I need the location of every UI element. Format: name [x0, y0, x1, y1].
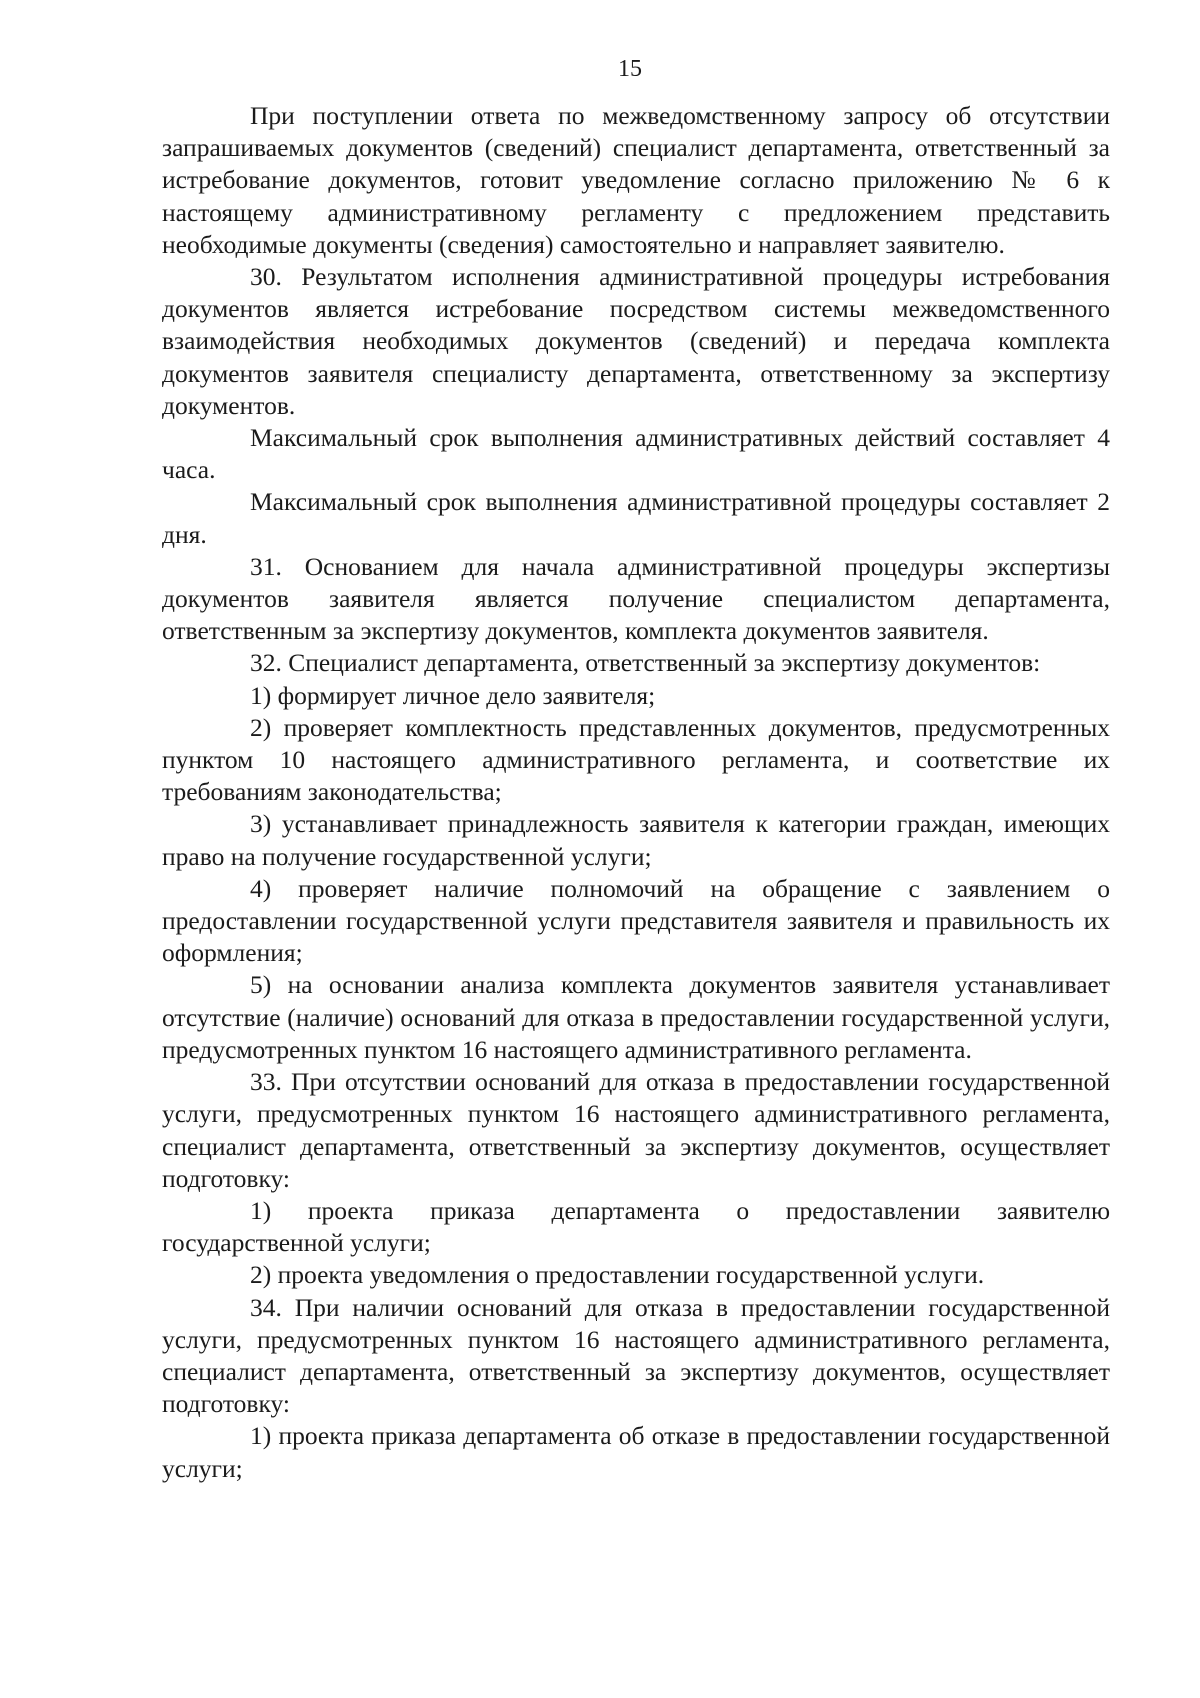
list-item-33-1: 1) проекта приказа департамента о предоставлении заявителю государственной услуги;: [162, 1195, 1110, 1258]
page-number: 15: [618, 56, 642, 82]
paragraph-33-no-grounds: 33. При отсутствии оснований для отказа в предоставлении государственной услуги, предусмотренных пунктом 16 настоящего административного регламента, специалист департамента, ответственный за экспертизу документов, осуществляет подготовку:: [162, 1067, 1110, 1193]
paragraph-32-specialist: 32. Специалист департамента, ответственный за экспертизу документов:: [250, 648, 1041, 678]
list-item-32-5: 5) на основании анализа комплекта документов заявителя устанавливает отсутствие (наличие) оснований для отказа в предоставлении государственной услуги, предусмотренных пунктом 16 настоящего административного регламента.: [162, 970, 1110, 1064]
paragraph-34-grounds: 34. При наличии оснований для отказа в предоставлении государственной услуги, предусмотренных пунктом 16 настоящего административного регламента, специалист департамента, ответственный за экспертизу документов, осуществляет подготовку:: [162, 1292, 1110, 1419]
paragraph-31-basis: 31. Основанием для начала административной процедуры экспертизы документов заявителя является получение специалистом департамента, ответственным за экспертизу документов, комплекта документов заявителя.: [162, 551, 1110, 646]
list-item-32-2: 2) проверяет комплектность представленных документов, предусмотренных пунктом 10 настоящего административного регламента, и соответствие их требованиям законодательства;: [162, 712, 1110, 807]
list-item-32-3: 3) устанавливает принадлежность заявителя к категории граждан, имеющих право на получение государственной услуги;: [162, 809, 1110, 871]
list-item-33-2: 2) проекта уведомления о предоставлении государственной услуги.: [250, 1260, 985, 1290]
paragraph-max-time-procedure: Максимальный срок выполнения административной процедуры составляет 2 дня.: [162, 487, 1110, 549]
paragraph-max-time-actions: Максимальный срок выполнения административных действий составляет 4 часа.: [162, 423, 1110, 485]
list-item-32-1: 1) формирует личное дело заявителя;: [250, 680, 656, 710]
list-item-34-1: 1) проекта приказа департамента об отказе в предоставлении государственной услуги;: [162, 1421, 1110, 1483]
list-item-32-4: 4) проверяет наличие полномочий на обращение с заявлением о предоставлении государственной услуги представителя заявителя и правильность их оформления;: [162, 873, 1110, 968]
document-body: [162, 100, 1110, 1485]
paragraph-30-result: 30. Результатом исполнения административной процедуры истребования документов является истребование посредством системы межведомственного взаимодействия необходимых документов (сведений) и передача комплекта документов заявителя специалисту департамента, ответственному за экспертизу документов.: [162, 262, 1110, 420]
paragraph-reply-no-documents: При поступлении ответа по межведомственному запросу об отсутствии запрашиваемых документов (сведений) специалист департамента, ответственный за истребование документов, готовит уведомление согласно приложению № 6 к настоящему административному регламенту с предложением представить необходимые документы (сведения) самостоятельно и направляет заявителю.: [162, 101, 1110, 259]
